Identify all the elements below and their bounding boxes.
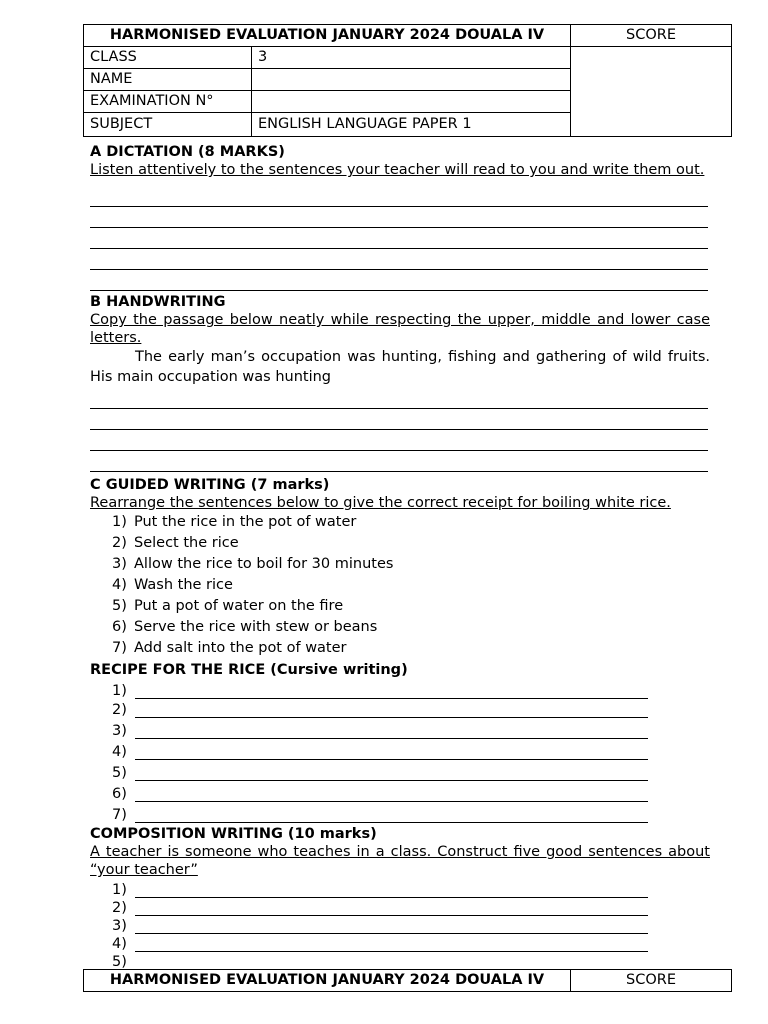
numbered-answer-line: 2) <box>90 898 710 916</box>
answer-line <box>90 451 708 472</box>
numbered-answer-line: 5) <box>90 952 710 970</box>
header-table <box>83 24 732 137</box>
score-box <box>571 47 732 137</box>
section-a-heading: A DICTATION (8 MARKS) <box>90 144 285 160</box>
handwriting-lines <box>90 387 710 472</box>
answer-line <box>90 207 708 228</box>
list-item: 3) Allow the rice to boil for 30 minutes <box>112 556 394 572</box>
recipe-steps-list <box>90 512 710 659</box>
numbered-answer-line: 3) <box>90 718 710 739</box>
list-item: 4) Wash the rice <box>112 577 233 593</box>
numbered-answer-line: 4) <box>90 934 710 952</box>
list-item: 5) Put a pot of water on the fire <box>112 598 344 614</box>
exam-content <box>90 143 710 970</box>
numbered-answer-line: 3) <box>90 916 710 934</box>
answer-line <box>90 430 708 451</box>
numbered-answer-line: 7) <box>90 802 710 823</box>
composition-answer-lines <box>90 879 710 970</box>
answer-line <box>90 228 708 249</box>
exam-number-value <box>252 91 571 113</box>
recipe-heading: RECIPE FOR THE RICE (Cursive writing) <box>90 662 408 678</box>
list-item: 1) Put the rice in the pot of water <box>112 514 357 530</box>
subject-value: ENGLISH LANGUAGE PAPER 1 <box>252 113 571 137</box>
numbered-answer-line: 1) <box>90 679 710 699</box>
composition-heading: COMPOSITION WRITING (10 marks) <box>90 826 377 842</box>
exam-title: HARMONISED EVALUATION JANUARY 2024 DOUALA IV <box>84 25 571 47</box>
answer-line <box>90 409 708 430</box>
numbered-answer-line: 1) <box>90 879 710 898</box>
section-c-instruction: Rearrange the sentences below to give the correct receipt for boiling white rice. <box>90 495 671 511</box>
answer-line <box>90 249 708 270</box>
name-label: NAME <box>84 69 252 91</box>
section-b-heading: B HANDWRITING <box>90 294 226 310</box>
recipe-answer-lines <box>90 679 710 823</box>
name-value <box>252 69 571 91</box>
footer-table <box>83 969 732 992</box>
numbered-answer-line: 2) <box>90 699 710 718</box>
list-item: 7) Add salt into the pot of water <box>112 640 347 656</box>
numbered-answer-line: 5) <box>90 760 710 781</box>
numbered-answer-line: 4) <box>90 739 710 760</box>
section-a-instruction: Listen attentively to the sentences your teacher will read to you and write them out. <box>90 162 705 178</box>
footer-exam-title: HARMONISED EVALUATION JANUARY 2024 DOUALA IV <box>84 970 571 992</box>
list-item: 2) Select the rice <box>112 535 239 551</box>
answer-line <box>90 179 708 207</box>
subject-label: SUBJECT <box>84 113 252 137</box>
section-c-heading: C GUIDED WRITING (7 marks) <box>90 477 330 493</box>
answer-line <box>90 387 708 409</box>
answer-line <box>90 270 708 291</box>
exam-number-label: EXAMINATION N° <box>84 91 252 113</box>
list-item: 6) Serve the rice with stew or beans <box>112 619 378 635</box>
numbered-answer-line: 6) <box>90 781 710 802</box>
score-label: SCORE <box>571 25 732 47</box>
dictation-lines <box>90 179 710 291</box>
section-b-instruction: Copy the passage below neatly while respecting the upper, middle and lower case letters. <box>90 312 710 346</box>
composition-instruction: A teacher is someone who teaches in a class. Construct five good sentences about “your teacher” <box>90 844 710 878</box>
class-label: CLASS <box>84 47 252 69</box>
handwriting-passage: The early man’s occupation was hunting, fishing and gathering of wild fruits. His main occupation was hunting <box>90 349 710 385</box>
class-value: 3 <box>252 47 571 69</box>
footer-score-label: SCORE <box>571 970 732 992</box>
